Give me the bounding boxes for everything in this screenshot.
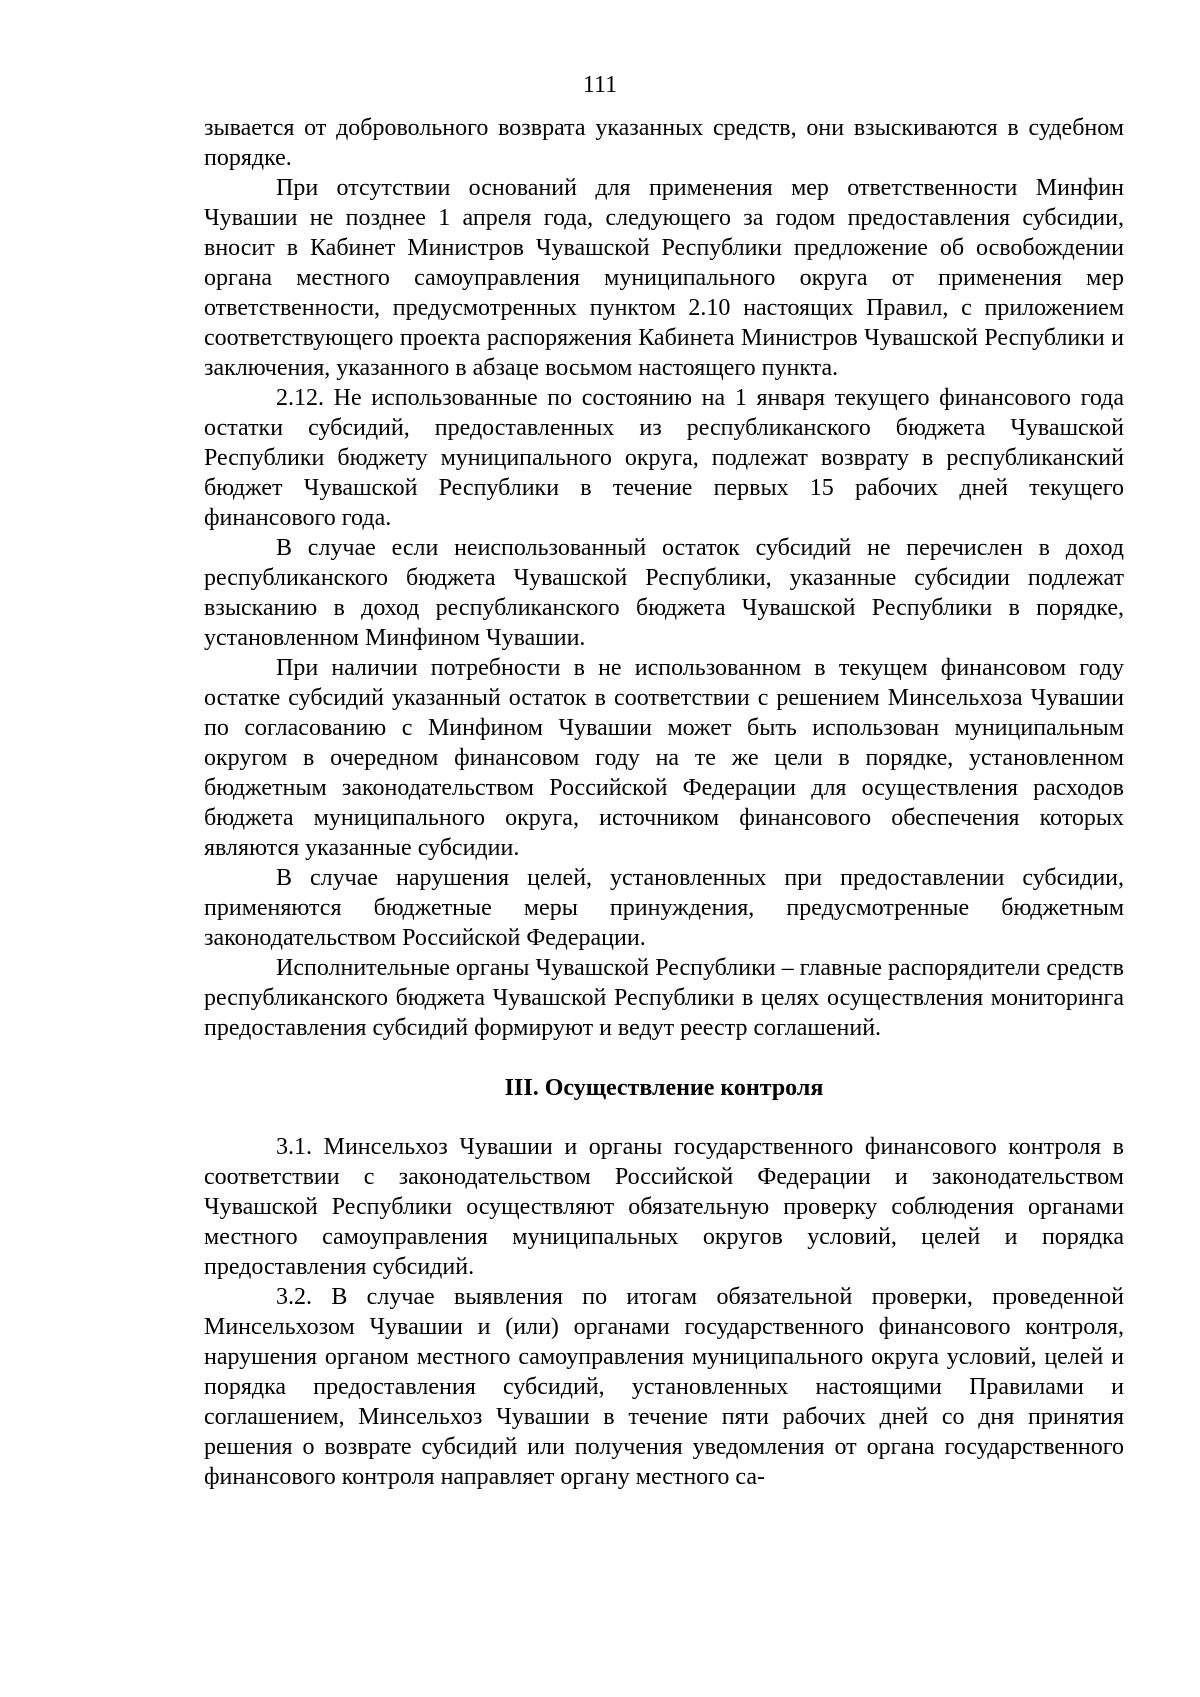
paragraph-3-1-control: 3.1. Минсельхоз Чувашии и органы государственного финансового контроля в соответствии с законодательством Российской Федерации и законодательством Чувашской Республики осуществляют обязательную проверку соблюдения органами местного самоуправления муниципальных округов условий, целей и порядка предоставления субсидий. [204, 1134, 1124, 1280]
paragraph-agreements-registry: Исполнительные органы Чувашской Республики – главные распорядители средств республиканского бюджета Чувашской Республики в целях осуществления мониторинга предоставления субсидий формируют и ведут реестр соглашений. [204, 955, 1124, 1041]
page-number: 111 [582, 72, 618, 98]
paragraph-balance-recovery: В случае если неиспользованный остаток субсидий не перечислен в доход республиканского бюджета Чувашской Республики, указанные субсидии подлежат взысканию в доход республиканского бюджета Чувашской Республики в порядке, установленном Минфином Чувашии. [204, 535, 1124, 651]
paragraph-balance-reuse: При наличии потребности в не использованном в текущем финансовом году остатке субсидий указанный остаток в соответствии с решением Минсельхоза Чувашии по согласованию с Минфином Чувашии может быть использован муниципальным округом в очередном финансовом году на те же цели в порядке, установленном бюджетным законодательством Российской Федерации для осуществления расходов бюджета муниципального округа, источником финансового обеспечения которых являются указанные субсидии. [204, 655, 1124, 861]
paragraph-enforcement-measures: В случае нарушения целей, установленных при предоставлении субсидии, применяются бюджетные меры принуждения, предусмотренные бюджетным законодательством Российской Федерации. [204, 865, 1124, 951]
paragraph-3-2-violations: 3.2. В случае выявления по итогам обязательной проверки, проведенной Минсельхозом Чувашии и (или) органами государственного финансового контроля, нарушения органом местного самоуправления муниципального округа условий, целей и порядка предоставления субсидий, установленных настоящими Правилами и соглашением, Минсельхоз Чувашии в течение пяти рабочих дней со дня принятия решения о возврате субсидий или получения уведомления от органа государственного финансового контроля направляет органу местного са- [204, 1284, 1124, 1490]
document-body [204, 113, 1124, 1492]
section-heading: III. Осуществление контроля [504, 1075, 824, 1101]
paragraph-2-12-unused-balances: 2.12. Не использованные по состоянию на 1 января текущего финансового года остатки субсидий, предоставленных из республиканского бюджета Чувашской Республики бюджету муниципального округа, подлежат возврату в республиканский бюджет Чувашской Республики в течение первых 15 рабочих дней текущего финансового года. [204, 385, 1124, 531]
paragraph-no-grounds-liability: При отсутствии оснований для применения мер ответственности Минфин Чувашии не позднее 1 апреля года, следующего за годом предоставления субсидии, вносит в Кабинет Министров Чувашской Республики предложение об освобождении органа местного самоуправления муниципального округа от применения мер ответственности, предусмотренных пунктом 2.10 настоящих Правил, с приложением соответствующего проекта распоряжения Кабинета Министров Чувашской Республики и заключения, указанного в абзаце восьмом настоящего пункта. [204, 175, 1124, 381]
paragraph-continuation: зывается от добровольного возврата указанных средств, они взыскиваются в судебном порядке. [204, 115, 1124, 171]
